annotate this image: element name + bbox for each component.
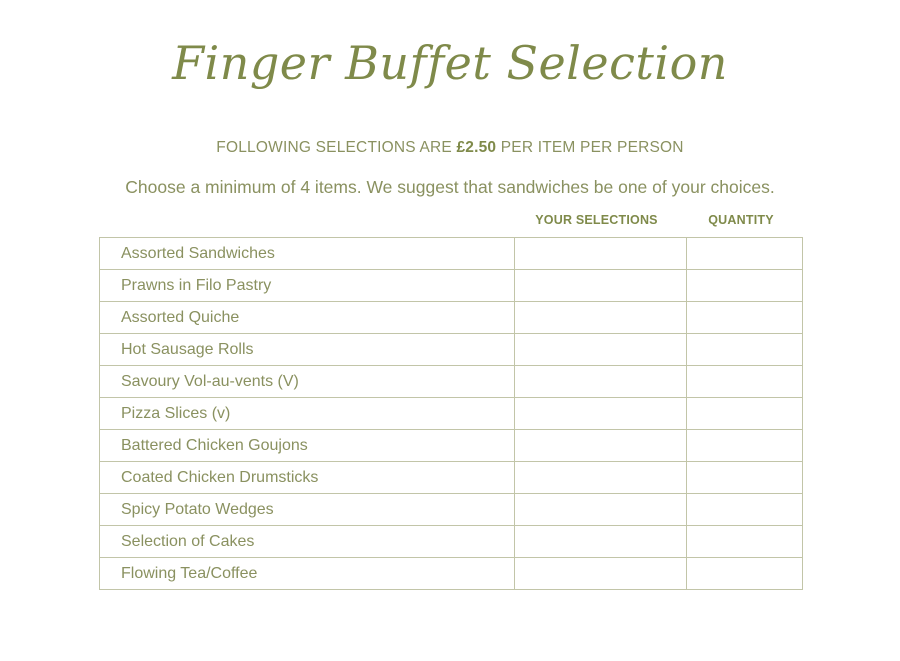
table-row xyxy=(100,270,803,302)
selection-cell[interactable] xyxy=(515,462,687,494)
column-header-selections: YOUR SELECTIONS xyxy=(535,213,658,227)
quantity-cell[interactable] xyxy=(687,302,803,334)
table-row xyxy=(100,238,803,270)
table-row xyxy=(100,334,803,366)
quantity-cell[interactable] xyxy=(687,494,803,526)
column-header-quantity: QUANTITY xyxy=(708,213,774,227)
table-row xyxy=(100,462,803,494)
selection-cell[interactable] xyxy=(515,238,687,270)
table-row xyxy=(100,558,803,590)
price-value: £2.50 xyxy=(456,139,497,156)
selection-cell[interactable] xyxy=(515,558,687,590)
selection-cell[interactable] xyxy=(515,270,687,302)
quantity-cell[interactable] xyxy=(687,366,803,398)
quantity-cell[interactable] xyxy=(687,526,803,558)
menu-item-name: Flowing Tea/Coffee xyxy=(100,558,515,590)
quantity-cell[interactable] xyxy=(687,270,803,302)
menu-item-name: Pizza Slices (v) xyxy=(100,398,515,430)
table-row xyxy=(100,366,803,398)
quantity-cell[interactable] xyxy=(687,558,803,590)
selection-cell[interactable] xyxy=(515,494,687,526)
quantity-cell[interactable] xyxy=(687,334,803,366)
price-line xyxy=(0,139,900,157)
selection-cell[interactable] xyxy=(515,526,687,558)
selection-table xyxy=(99,237,803,590)
table-row xyxy=(100,430,803,462)
selection-cell[interactable] xyxy=(515,334,687,366)
page-title: Finger Buffet Selection xyxy=(172,36,728,90)
menu-item-name: Assorted Quiche xyxy=(100,302,515,334)
menu-item-name: Spicy Potato Wedges xyxy=(100,494,515,526)
menu-item-name: Selection of Cakes xyxy=(100,526,515,558)
quantity-cell[interactable] xyxy=(687,398,803,430)
menu-item-name: Coated Chicken Drumsticks xyxy=(100,462,515,494)
table-row xyxy=(100,494,803,526)
menu-item-name: Prawns in Filo Pastry xyxy=(100,270,515,302)
menu-item-name: Battered Chicken Goujons xyxy=(100,430,515,462)
instruction-text: Choose a minimum of 4 items. We suggest that sandwiches be one of your choices. xyxy=(125,177,775,197)
selection-table-body xyxy=(100,238,803,590)
selection-cell[interactable] xyxy=(515,302,687,334)
quantity-cell[interactable] xyxy=(687,462,803,494)
table-row xyxy=(100,526,803,558)
selection-cell[interactable] xyxy=(515,398,687,430)
table-row xyxy=(100,398,803,430)
quantity-cell[interactable] xyxy=(687,430,803,462)
table-row xyxy=(100,302,803,334)
price-prefix: FOLLOWING SELECTIONS ARE xyxy=(216,139,457,156)
selection-cell[interactable] xyxy=(515,430,687,462)
menu-item-name: Savoury Vol-au-vents (V) xyxy=(100,366,515,398)
menu-item-name: Hot Sausage Rolls xyxy=(100,334,515,366)
selection-cell[interactable] xyxy=(515,366,687,398)
quantity-cell[interactable] xyxy=(687,238,803,270)
price-suffix: PER ITEM PER PERSON xyxy=(496,139,684,156)
menu-item-name: Assorted Sandwiches xyxy=(100,238,515,270)
